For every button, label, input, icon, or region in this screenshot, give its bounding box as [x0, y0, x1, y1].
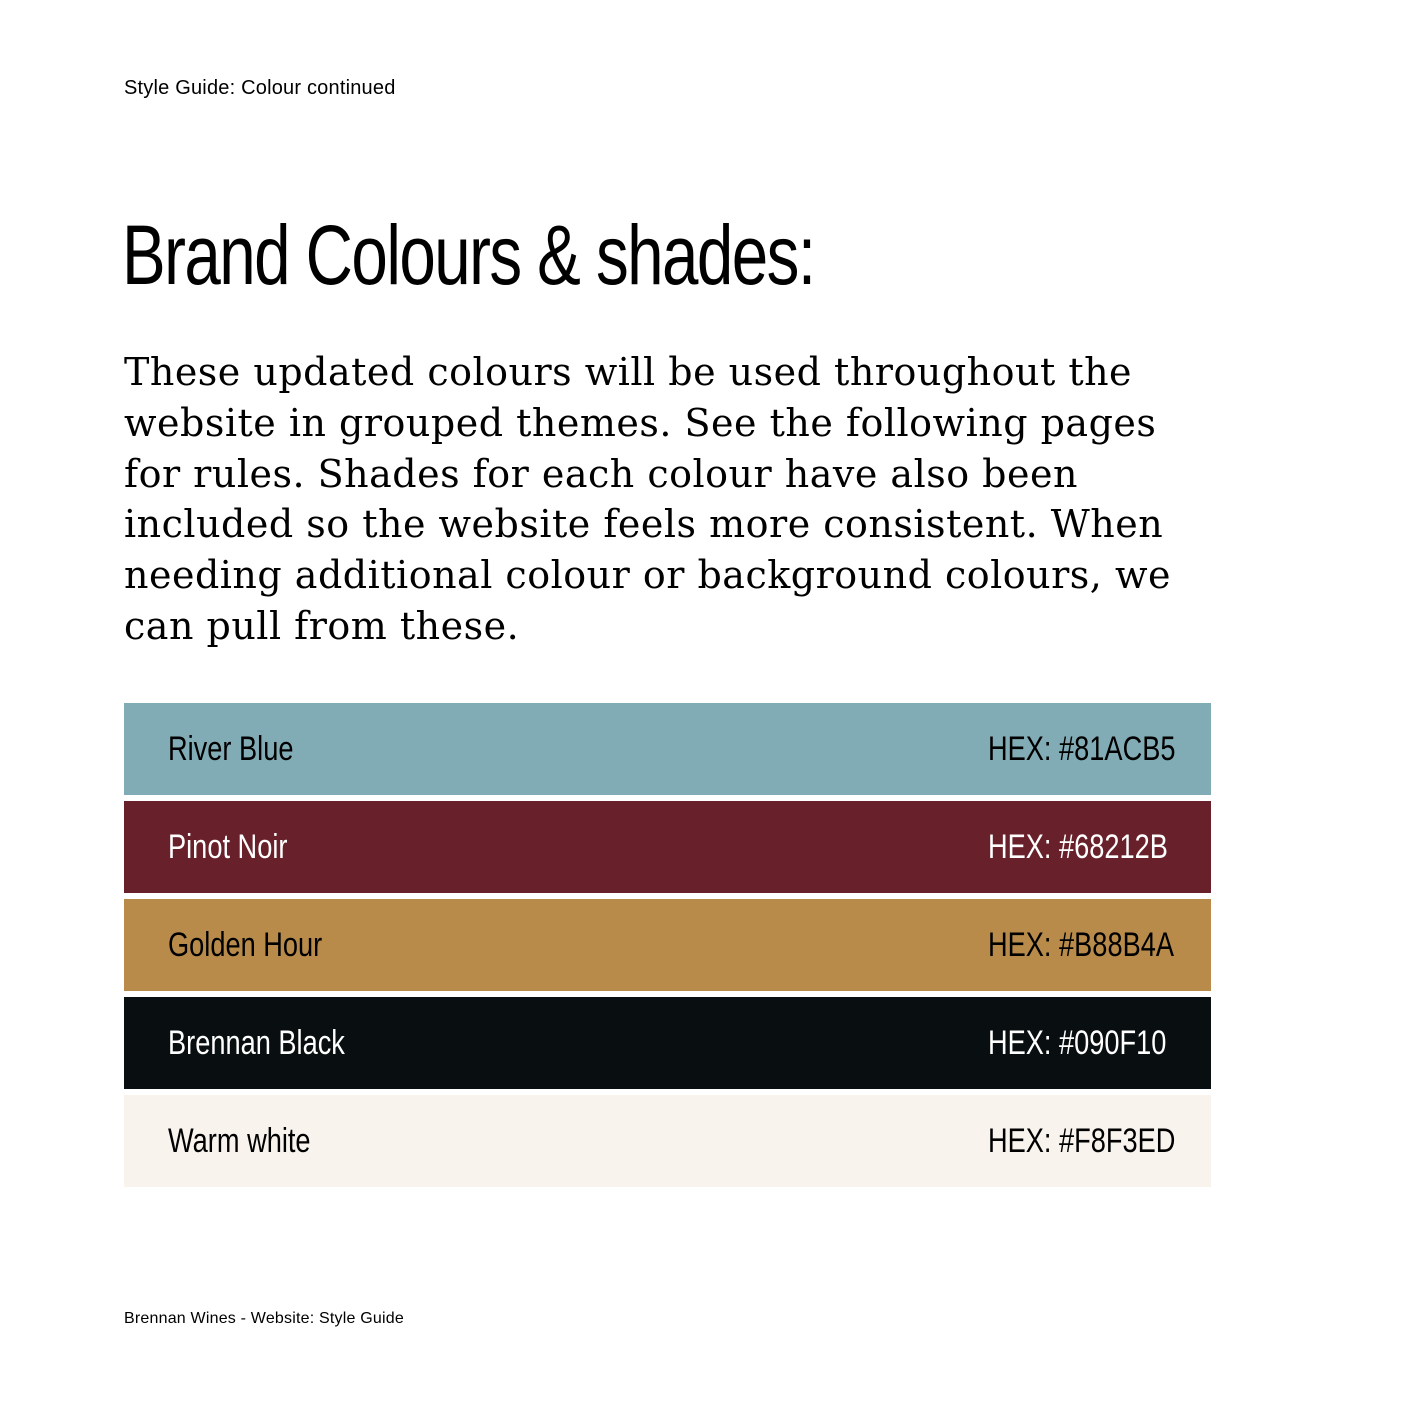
page-eyebrow: Style Guide: Colour continued — [124, 77, 396, 99]
colour-swatch-list — [124, 703, 1211, 1193]
swatch-hex: HEX: #B88B4A — [988, 926, 1174, 964]
page-footer: Brennan Wines - Website: Style Guide — [124, 1310, 404, 1327]
swatch-hex: HEX: #81ACB5 — [988, 730, 1176, 768]
swatch-golden-hour — [124, 899, 1211, 991]
swatch-hex: HEX: #68212B — [988, 828, 1168, 866]
swatch-name: Brennan Black — [168, 1024, 345, 1062]
intro-paragraph: These updated colours will be used throughout the website in grouped themes. See the following pages for rules. Shades for each colour have also been included so the website feels more consistent. When needing additional colour or background colours, we can pull from these. — [124, 350, 1171, 648]
swatch-name: Golden Hour — [168, 926, 323, 964]
swatch-brennan-black — [124, 997, 1211, 1089]
swatch-pinot-noir — [124, 801, 1211, 893]
swatch-name: Pinot Noir — [168, 828, 288, 866]
swatch-warm-white — [124, 1095, 1211, 1187]
swatch-hex: HEX: #090F10 — [988, 1024, 1167, 1062]
swatch-hex: HEX: #F8F3ED — [988, 1122, 1176, 1160]
swatch-name: River Blue — [168, 730, 294, 768]
swatch-name: Warm white — [168, 1122, 311, 1160]
page-title: Brand Colours & shades: — [122, 208, 815, 302]
swatch-river-blue — [124, 703, 1211, 795]
